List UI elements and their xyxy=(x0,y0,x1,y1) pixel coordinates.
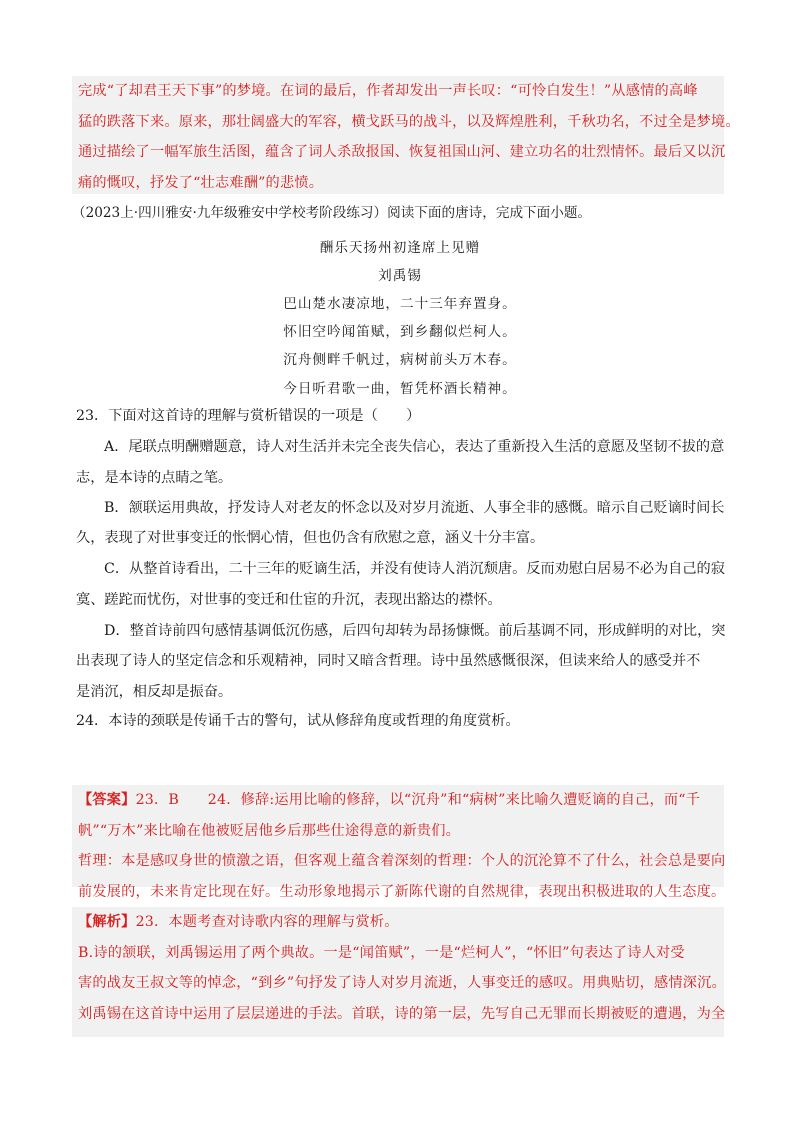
previous-answer-text xyxy=(72,76,740,198)
option-b: B．颔联运用典故，抒发诗人对老友的怀念以及对岁月流逝、人事全非的感慨。暗示自己贬谪时间长 xyxy=(104,500,725,516)
previous-answer-box xyxy=(72,76,740,194)
option-d-cont: 出表现了诗人的坚定信念和乐观精神，同时又暗含哲理。诗中虽然感慨很深，但读来给人的感受并不 xyxy=(76,653,701,669)
poem-line: 怀旧空吟闻笛赋，到乡翻似烂柯人。 xyxy=(283,324,517,340)
explanation-line xyxy=(78,907,718,938)
source-line: （2023上·四川雅安·九年级雅安中学校考阶段练习）阅读下面的唐诗，完成下面小题。 xyxy=(72,205,592,221)
poem-line: 沉舟侧畔千帆过，病树前头万木春。 xyxy=(283,352,517,368)
option-c-cont: 寞、蹉跎而忧伤，对世事的变迁和仕宦的升沉，表现出豁达的襟怀。 xyxy=(76,592,502,608)
answer-line-text: 23．B 24．修辞:运用比喻的修辞，以“沉舟”和“病树”来比喻久遭贬谪的自己，而“千 xyxy=(135,792,701,808)
option-c: C．从整首诗看出，二十三年的贬谪生活，并没有使诗人消沉颓唐。反而劝慰白居易不必为自己的寂 xyxy=(104,561,725,577)
text-line: 完成“了却君王天下事”的梦境。在词的最后，作者却发出一声长叹：“可怜白发生！”从感情的高峰 xyxy=(78,83,698,99)
question-24-stem: 24．本诗的颈联是传诵千古的警句，试从修辞角度或哲理的角度赏析。 xyxy=(76,713,520,729)
poem-title: 酬乐天扬州初逢席上见赠 xyxy=(319,240,481,256)
question-23-stem: 23．下面对这首诗的理解与赏析错误的一项是（ ） xyxy=(76,408,421,424)
explanation-text xyxy=(72,907,724,1029)
option-d-cont: 是消沉，相反却是振奋。 xyxy=(76,684,233,700)
answer-line xyxy=(78,785,718,816)
text-line: 猛的跌落下来。原来，那壮阔盛大的军容，横戈跃马的战斗，以及辉煌胜利，千秋功名，不过全是梦境。 xyxy=(78,113,740,130)
answer-line: 哲理：本是感叹身世的愤激之语，但客观上蕴含着深刻的哲理：个人的沉沦算不了什么，社会总是要向 xyxy=(78,853,726,869)
option-a: A．尾联点明酬赠题意，诗人对生活并未完全丧失信心，表达了重新投入生活的意愿及坚韧不拔的意 xyxy=(104,439,725,455)
option-b-cont: 久，表现了对世事变迁的怅惘心情，但也仍含有欣慰之意，涵义十分丰富。 xyxy=(76,530,545,546)
explanation-box xyxy=(72,907,724,1037)
explanation-line: 刘禹锡在这首诗中运用了层层递进的手法。首联，诗的第一层，先写自己无罪而长期被贬的遭遇，为全 xyxy=(78,1005,726,1022)
poem-line: 今日听君歌一曲，暂凭杯酒长精神。 xyxy=(283,381,517,397)
answer-box xyxy=(72,785,726,900)
explanation-line-text: 23．本题考查对诗歌内容的理解与赏析。 xyxy=(135,914,399,930)
text-line: 通过描绘了一幅军旅生活图，蕴含了词人杀敌报国、恢复祖国山河、建立功名的壮烈情怀。最后又以沉 xyxy=(78,144,726,160)
explanation-tag: 【解析】 xyxy=(78,914,136,930)
explanation-line: B.诗的颔联，刘禹锡运用了两个典故。一是“闻笛赋”，一是“烂柯人”，“怀旧”句表达了诗人对受 xyxy=(78,944,685,961)
text-line: 痛的慨叹，抒发了“壮志难酬”的悲愤。 xyxy=(78,174,324,191)
poem-line: 巴山楚水凄凉地，二十三年弃置身。 xyxy=(283,296,517,312)
answer-tag: 【答案】 xyxy=(78,792,136,808)
answer-text xyxy=(72,785,724,907)
answer-line: 前发展的，未来肯定比现在好。生动形象地揭示了新陈代谢的自然规律，表现出积极进取的人生态度。 xyxy=(78,883,726,900)
explanation-line: 害的战友王叔文等的悼念，“到乡”句抒发了诗人对岁月流逝，人事变迁的感叹。用典贴切，感情深沉。 xyxy=(78,975,726,991)
option-d: D．整首诗前四句感情基调低沉伤感，后四句却转为昂扬慷慨。前后基调不同，形成鲜明的对比，突 xyxy=(104,623,726,639)
option-a-cont: 志，是本诗的点睛之笔。 xyxy=(76,470,233,486)
answer-line: 帆”“万木”来比喻在他被贬居他乡后那些仕途得意的新贵们。 xyxy=(78,822,461,839)
poem-author: 刘禹锡 xyxy=(378,268,422,284)
